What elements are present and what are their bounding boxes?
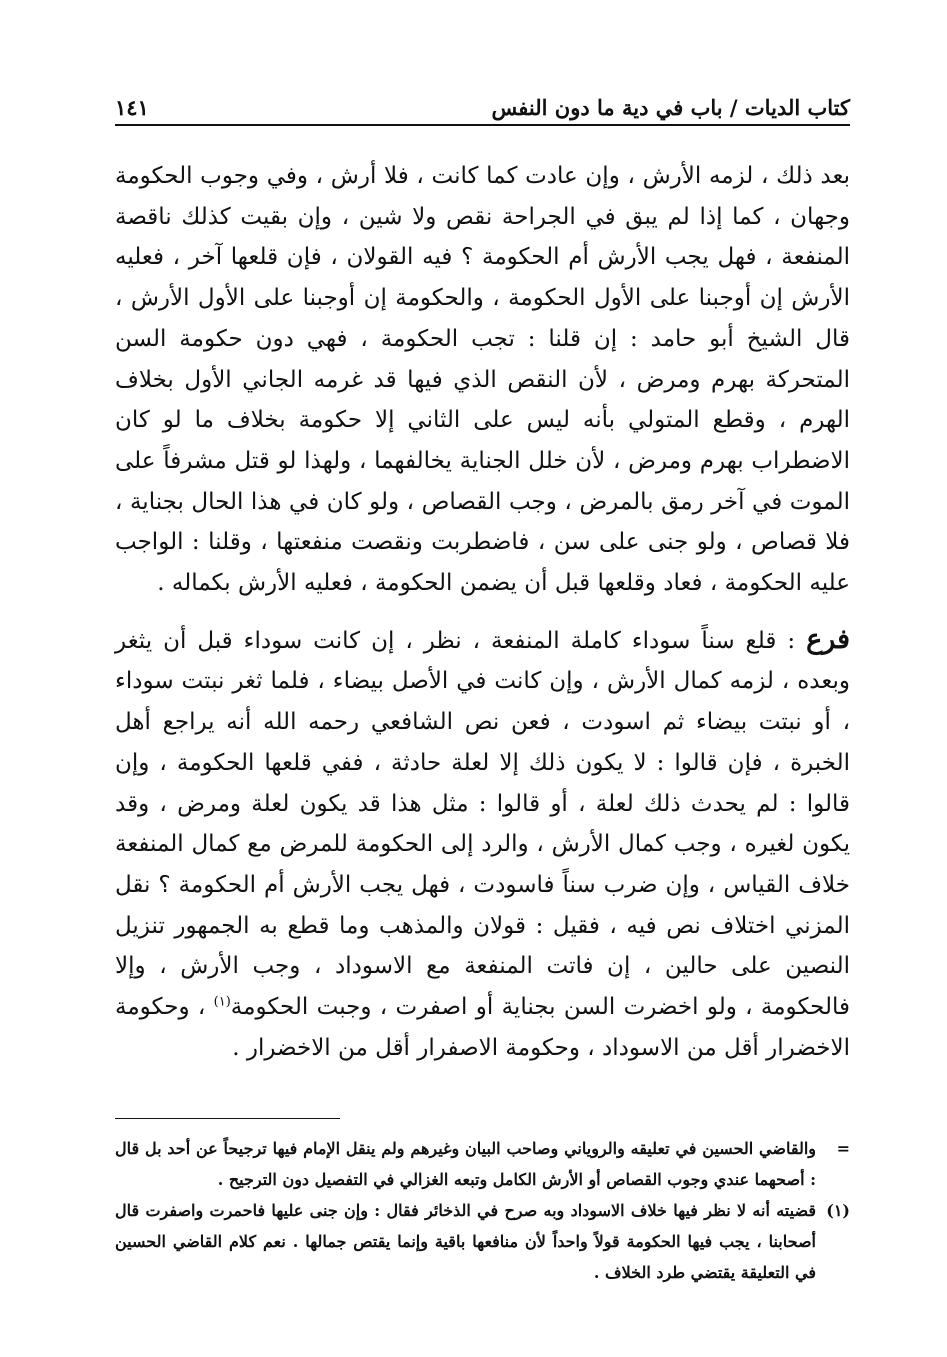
main-text [115, 156, 850, 1068]
footnote-text: والقاضي الحسين في تعليقه والروياني وصاحب البيان وغيرهم ولم ينقل الإمام فيها ترجيحاً عن أحد بل قال : أصحهما عندي وجوب القصاص أو الأرش الكامل وتبعه الغزالي في التفصيل دون الترجيح . [115, 1139, 816, 1190]
branch-label: فرع [806, 623, 851, 655]
footnote-text: قضيته أنه لا نظر فيها خلاف الاسوداد وبه صرح في الذخائر فقال : وإن جنى عليها فاحمرت واصفرت قال أصحابنا ، يجب فيها الحكومة قولاً واحداً لأن منافعها باقية وإنما يقتص جمالها . نعم كلام القاضي الحسين في التعليقة يقتضي طرد الخلاف . [115, 1201, 816, 1283]
footnote-continued [115, 1133, 850, 1195]
paragraph-1: بعد ذلك ، لزمه الأرش ، وإن عادت كما كانت ، فلا أرش ، وفي وجوب الحكومة وجهان ، كما إذا لم يبق في الجراحة نقص ولا شين ، وإن بقيت كذلك ناقصة المنفعة ، فهل يجب الأرش أم الحكومة ؟ فيه القولان ، فإن قلعها آخر ، فعليه الأرش إن أوجبنا على الأول الحكومة ، والحكومة إن أوجبنا على الأول الأرش ، قال الشيخ أبو حامد : إن قلنا : تجب الحكومة ، فهي دون حكومة السن المتحركة بهرم ومرض ، لأن النقص الذي فيها قد غرمه الجاني الأول بخلاف الهرم ، وقطع المتولي بأنه ليس على الثاني إلا حكومة بخلاف ما لو كان الاضطراب بهرم ومرض ، لأن خلل الجناية يخالفهما ، ولهذا لو قتل مشرفاً على الموت في آخر رمق بالمرض ، وجب القصاص ، ولو كان في هذا الحال بجناية ، فلا قصاص ، ولو جنى على سن ، فاضطربت ونقصت منفعتها ، وقلنا : الواجب عليه الحكومة ، فعاد وقلعها قبل أن يضمن الحكومة ، فعليه الأرش بكماله . [115, 163, 850, 597]
header-divider [115, 124, 850, 126]
footnotes [115, 1133, 850, 1288]
footnote-number: = [836, 1139, 850, 1159]
paragraph-2 [115, 620, 850, 1069]
page-number: ١٤١ [115, 95, 149, 120]
header-title: كتاب الديات / باب في دية ما دون النفس [491, 95, 850, 120]
footnote-marker: (١) [213, 994, 231, 1010]
footnote-number: (١) [826, 1201, 850, 1221]
paragraph-2-text: : قلع سناً سوداء كاملة المنفعة ، نظر ، إن كانت سوداء قبل أن يثغر وبعده ، لزمه كمال الأرش ، وإن كانت في الأصل بيضاء ، فلما ثغر نبتت سوداء ، أو نبتت بيضاء ثم اسودت ، فعن نص الشافعي رحمه الله أنه يراجع أهل الخبرة ، فإن قالوا : لا يكون ذلك إلا لعلة حادثة ، ففي قلعها الحكومة ، وإن قالوا : لم يحدث ذلك لعلة ، أو قالوا : مثل هذا قد يكون لعلة ومرض ، وقد يكون لغيره ، وجب كمال الأرش ، والرد إلى الحكومة للمرض مع كمال المنفعة خلاف القياس ، وإن ضرب سناً فاسودت ، فهل يجب الأرش أم الحكومة ؟ نقل المزني اختلاف نص فيه ، فقيل : قولان والمذهب وما قطع به الجمهور تنزيل النصين على حالين ، إن فاتت المنفعة مع الاسوداد ، وجب الأرش ، وإلا فالحكومة ، ولو اخضرت السن بجناية أو اصفرت ، وجبت الحكومة [115, 627, 850, 1021]
paragraph-2-text-end: ، وحكومة الاخضرار أقل من الاسوداد ، وحكومة الاصفرار أقل من الاخضرار . [115, 994, 850, 1061]
book-page [115, 80, 850, 1288]
footnote-divider [115, 1118, 340, 1119]
running-header [115, 80, 850, 120]
footnote-1 [115, 1195, 850, 1288]
